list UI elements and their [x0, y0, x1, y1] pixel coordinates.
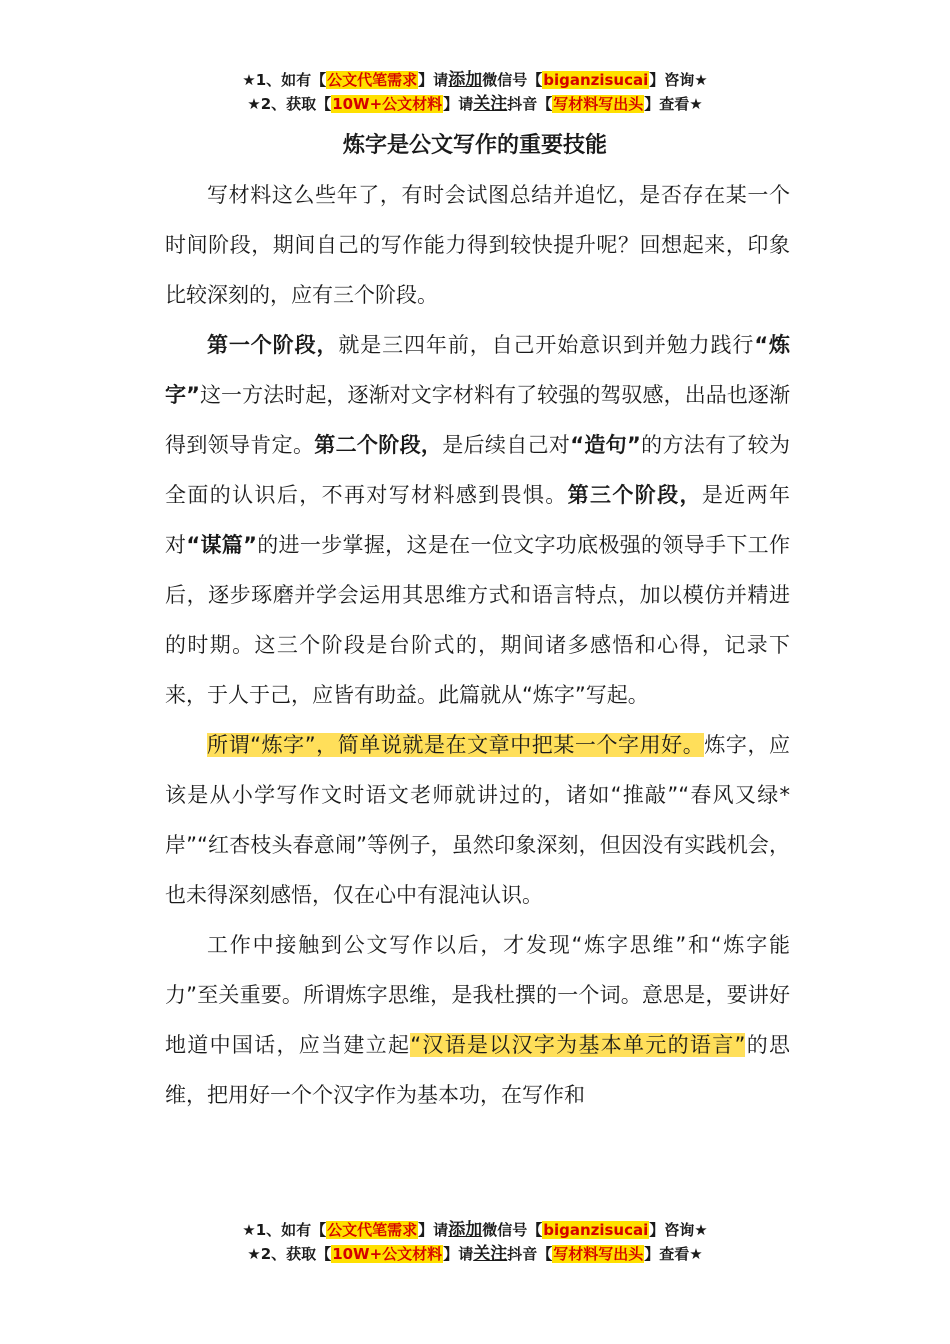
header-banner	[0, 68, 950, 116]
follow-emphasis: 关注	[473, 1244, 508, 1264]
article-body	[165, 170, 790, 1120]
wechat-id-highlight: biganzisucai	[543, 1221, 649, 1239]
banner-line-2: ★2、获取【10W+公文材料】请关注抖音【写材料写出头】查看★	[247, 94, 703, 114]
add-emphasis: 添加	[448, 1220, 483, 1240]
wechat-id-highlight: biganzisucai	[543, 71, 649, 89]
materials-highlight: 10W+公文材料	[332, 1245, 443, 1263]
paragraph-2: 第一个阶段，就是三四年前，自己开始意识到并勉力践行“炼字”这一方法时起，逐渐对文字材料有了较强的驾驭感，出品也逐渐得到领导肯定。第二个阶段，是后续自己对“造句”的方法有了较为全面的认识后，不再对写材料感到畏惧。第三个阶段，是近两年对“谋篇”的进一步掌握，这是在一位文字功底极强的领导手下工作后，逐步琢磨并学会运用其思维方式和语言特点，加以模仿并精进的时期。这三个阶段是台阶式的，期间诸多感悟和心得，记录下来，于人于己，应皆有助益。此篇就从“炼字”写起。	[165, 333, 791, 707]
materials-highlight: 10W+公文材料	[332, 95, 443, 113]
banner-line-2: ★2、获取【10W+公文材料】请关注抖音【写材料写出头】查看★	[247, 1244, 703, 1264]
ghostwriting-highlight: 公文代笔需求	[327, 1221, 418, 1239]
paragraph-4: 工作中接触到公文写作以后，才发现“炼字思维”和“炼字能力”至关重要。所谓炼字思维，是我杜撰的一个词。意思是，要讲好地道中国话，应当建立起“汉语是以汉字为基本单元的语言”的思维，把用好一个个汉字作为基本功，在写作和	[165, 933, 790, 1107]
paragraph-1: 写材料这么些年了，有时会试图总结并追忆，是否存在某一个时间阶段，期间自己的写作能力得到较快提升呢？回想起来，印象比较深刻的，应有三个阶段。	[165, 183, 790, 307]
ghostwriting-highlight: 公文代笔需求	[327, 71, 418, 89]
highlighted-definition: 所谓“炼字”，简单说就是在文章中把某一个字用好。	[207, 733, 705, 757]
paragraph-3: 所谓“炼字”，简单说就是在文章中把某一个字用好。炼字，应该是从小学写作文时语文老师就讲过的，诸如“推敲”“春风又绿*岸”“红杏枝头春意闹”等例子，虽然印象深刻，但因没有实践机会，也未得深刻感悟，仅在心中有混沌认识。	[165, 733, 791, 907]
banner-line-1: ★1、如有【公文代笔需求】请添加微信号【biganzisucai】咨询★	[242, 70, 708, 90]
douyin-account-highlight: 写材料写出头	[553, 1245, 644, 1263]
footer-banner	[0, 1218, 950, 1266]
banner-line-1: ★1、如有【公文代笔需求】请添加微信号【biganzisucai】咨询★	[242, 1220, 708, 1240]
page-title: 炼字是公文写作的重要技能	[342, 133, 607, 158]
douyin-account-highlight: 写材料写出头	[553, 95, 644, 113]
add-emphasis: 添加	[448, 70, 483, 90]
follow-emphasis: 关注	[473, 94, 508, 114]
highlighted-phrase: “汉语是以汉字为基本单元的语言”	[410, 1033, 746, 1057]
